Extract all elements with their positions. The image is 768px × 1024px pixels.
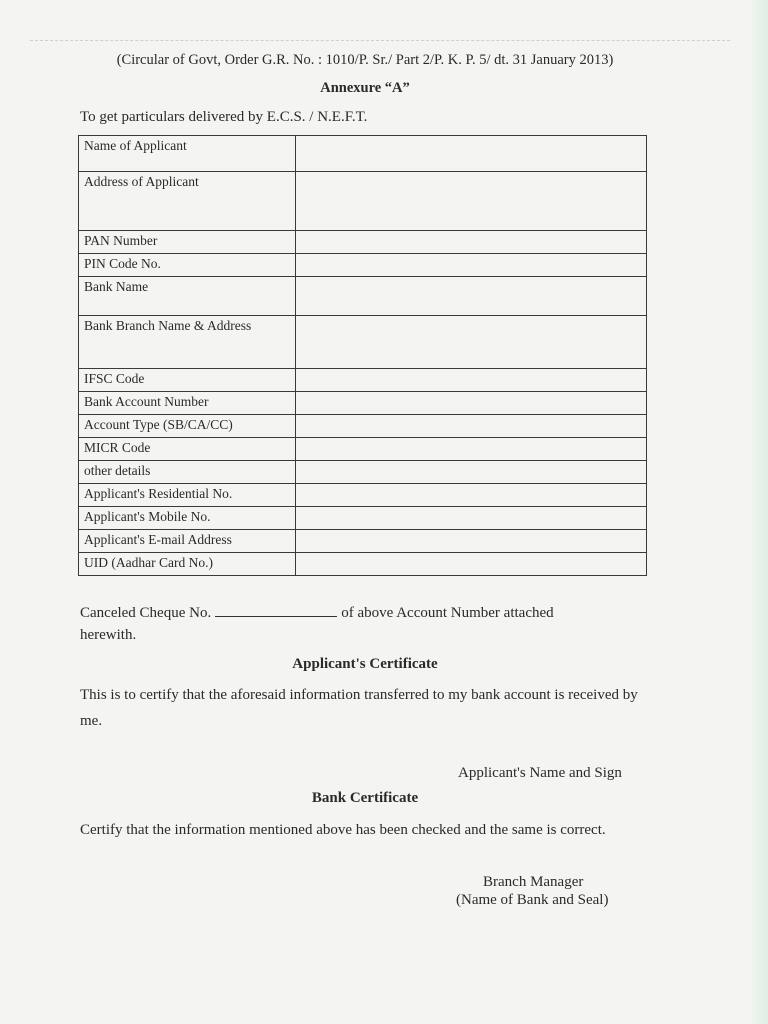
- bank-seal-label: (Name of Bank and Seal): [456, 892, 609, 908]
- row-value[interactable]: [296, 392, 647, 415]
- bank-certificate-text: Certify that the information mentioned above has been checked and the same is correct.: [80, 822, 606, 838]
- table-row: [79, 553, 647, 576]
- cheque-number-blank[interactable]: [215, 602, 337, 617]
- particulars-table: [78, 135, 647, 576]
- table-row: [79, 369, 647, 392]
- applicant-certificate-text: This is to certify that the aforesaid information transferred to my bank account is received by me.: [80, 687, 638, 729]
- intro-text: To get particulars delivered by E.C.S. / N.E.F.T.: [80, 109, 368, 125]
- cancelled-cheque-line: [80, 602, 554, 622]
- table-row: [79, 316, 647, 369]
- row-label: UID (Aadhar Card No.): [79, 553, 296, 576]
- row-value[interactable]: [296, 136, 647, 172]
- table-row: [79, 484, 647, 507]
- cheque-prefix: Canceled Cheque No.: [80, 605, 212, 621]
- row-value[interactable]: [296, 484, 647, 507]
- row-value[interactable]: [296, 530, 647, 553]
- row-label: Bank Branch Name & Address: [79, 316, 296, 369]
- row-label: Address of Applicant: [79, 172, 296, 231]
- table-row: [79, 392, 647, 415]
- row-label: Name of Applicant: [79, 136, 296, 172]
- row-value[interactable]: [296, 507, 647, 530]
- row-value[interactable]: [296, 254, 647, 277]
- page-edge: [752, 0, 768, 1024]
- row-value[interactable]: [296, 461, 647, 484]
- row-value[interactable]: [296, 316, 647, 369]
- table-row: [79, 415, 647, 438]
- row-value[interactable]: [296, 415, 647, 438]
- applicant-certificate-title: Applicant's Certificate: [292, 656, 438, 672]
- row-value[interactable]: [296, 438, 647, 461]
- top-rule: [30, 40, 730, 41]
- table-row: [79, 136, 647, 172]
- cheque-suffix: of above Account Number attached: [341, 605, 554, 621]
- row-label: Account Type (SB/CA/CC): [79, 415, 296, 438]
- row-label: Bank Account Number: [79, 392, 296, 415]
- row-label: Applicant's E-mail Address: [79, 530, 296, 553]
- row-label: Applicant's Residential No.: [79, 484, 296, 507]
- table-row: [79, 254, 647, 277]
- annexure-title: Annexure “A”: [320, 80, 410, 96]
- row-value[interactable]: [296, 172, 647, 231]
- branch-manager-label: Branch Manager: [483, 874, 584, 890]
- row-value[interactable]: [296, 553, 647, 576]
- row-label: IFSC Code: [79, 369, 296, 392]
- cheque-continuation: herewith.: [80, 627, 137, 643]
- row-label: PAN Number: [79, 231, 296, 254]
- table-row: [79, 530, 647, 553]
- row-value[interactable]: [296, 231, 647, 254]
- row-label: PIN Code No.: [79, 254, 296, 277]
- bank-certificate-title: Bank Certificate: [311, 790, 419, 806]
- table-row: [79, 172, 647, 231]
- table-row: [79, 231, 647, 254]
- row-label: Applicant's Mobile No.: [79, 507, 296, 530]
- applicant-signature-label: Applicant's Name and Sign: [458, 765, 622, 781]
- row-value[interactable]: [296, 369, 647, 392]
- table-row: [79, 277, 647, 316]
- table-row: [79, 438, 647, 461]
- row-label: Bank Name: [79, 277, 296, 316]
- table-row: [79, 461, 647, 484]
- row-label: other details: [79, 461, 296, 484]
- circular-reference: (Circular of Govt, Order G.R. No. : 1010/P. Sr./ Part 2/P. K. P. 5/ dt. 31 January 2013): [116, 52, 614, 68]
- table-row: [79, 507, 647, 530]
- row-label: MICR Code: [79, 438, 296, 461]
- row-value[interactable]: [296, 277, 647, 316]
